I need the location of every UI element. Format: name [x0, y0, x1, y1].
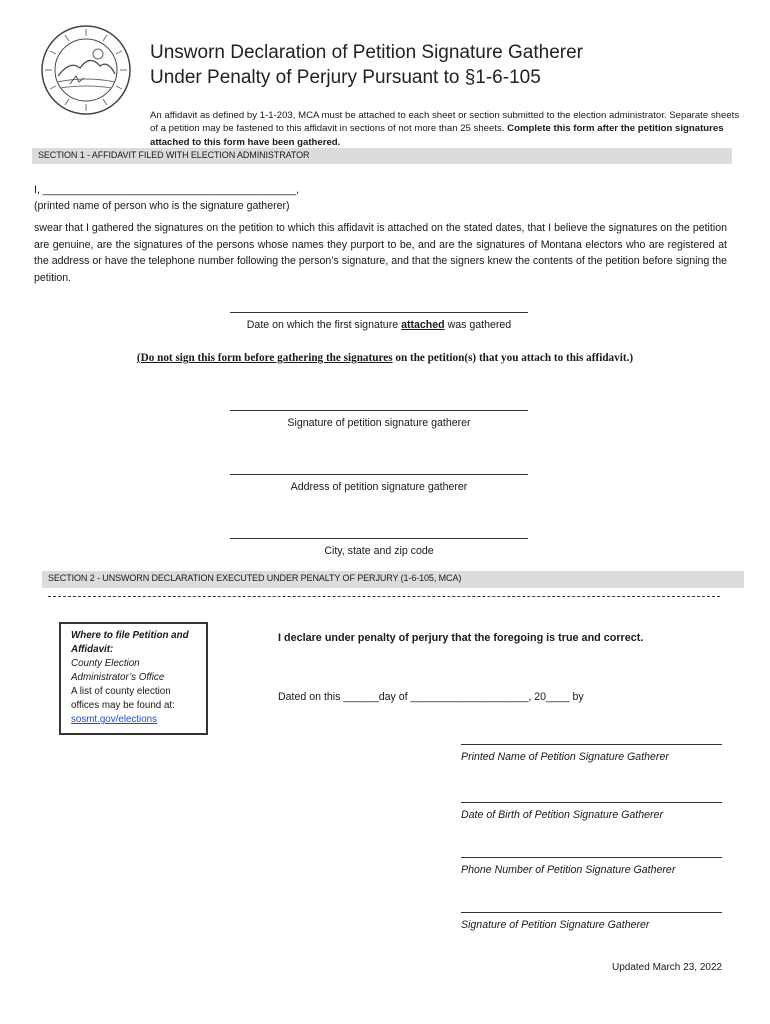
perjury-declaration: I declare under penalty of perjury that the foregoing is true and correct.: [278, 632, 644, 644]
gatherer-signature-line[interactable]: [230, 410, 528, 411]
title-line-2: Under Penalty of Perjury Pursuant to §1-6-105: [150, 67, 541, 88]
date-of-birth-block: [461, 802, 722, 821]
final-signature-caption: Signature of Petition Signature Gatherer: [461, 919, 650, 931]
final-signature-line[interactable]: [461, 912, 722, 913]
page-title: [150, 40, 583, 90]
gatherer-address-block: [230, 474, 528, 493]
warning-underlined: (Do not sign this form before gathering the signatures: [136, 352, 393, 364]
gatherer-address-line[interactable]: [230, 474, 528, 475]
section-divider: [48, 596, 720, 597]
date-of-birth-line[interactable]: [461, 802, 722, 803]
city-state-zip-line[interactable]: [230, 538, 528, 539]
printed-name-caption: (printed name of person who is the signature gatherer): [34, 200, 290, 212]
printed-name-field-caption: Printed Name of Petition Signature Gatherer: [461, 751, 669, 763]
where-to-file-heading: Where to file Petition and Affidavit:: [71, 630, 189, 655]
updated-date: Updated March 23, 2022: [612, 962, 723, 973]
phone-number-line[interactable]: [461, 857, 722, 858]
county-list-text: A list of county election offices may be found at:: [71, 686, 175, 711]
state-seal-logo: [40, 24, 132, 116]
printed-name-field-line[interactable]: [461, 744, 722, 745]
warning-rest: on the petition(s) that you attach to this affidavit.): [392, 352, 634, 364]
gatherer-signature-caption: Signature of petition signature gatherer: [287, 417, 471, 429]
city-state-zip-block: [230, 538, 528, 557]
first-signature-date-caption: [230, 319, 528, 331]
intro-bold-instruction: Complete this form after the petition signatures attached to this form have been gathered.: [150, 123, 724, 148]
final-signature-block: [461, 912, 722, 931]
phone-number-caption: Phone Number of Petition Signature Gatherer: [461, 864, 676, 876]
intro-text: An affidavit as defined by 1-1-203, MCA must be attached to each sheet or section submitted to the election administrator. Separate sheets of a petition may be fastened to this affidavit in sections of not more than 25 sheets.: [150, 110, 740, 135]
first-signature-date-block: [230, 312, 528, 331]
phone-number-block: [461, 857, 722, 876]
intro-paragraph: [150, 109, 740, 149]
section-2-header: SECTION 2 - UNSWORN DECLARATION EXECUTED UNDER PENALTY OF PERJURY (1-6-105, MCA): [42, 571, 744, 588]
where-to-file-box: [59, 622, 208, 735]
city-state-zip-caption: City, state and zip code: [324, 545, 434, 557]
gatherer-signature-block: [230, 410, 528, 429]
office-name: County Election Administrator’s Office: [71, 658, 165, 683]
date-caption-text-end: was gathered: [444, 319, 512, 331]
dated-on-line[interactable]: Dated on this ______day of ____________________, 20____ by: [278, 691, 584, 703]
printed-name-line[interactable]: [34, 182, 299, 214]
section-1-header: SECTION 1 - AFFIDAVIT FILED WITH ELECTION ADMINISTRATOR: [32, 148, 732, 164]
printed-name-block: [461, 744, 722, 763]
date-caption-text: Date on which the first signature: [246, 319, 402, 331]
title-line-1: Unsworn Declaration of Petition Signature Gatherer: [150, 42, 584, 63]
first-signature-date-line[interactable]: [230, 312, 528, 313]
date-of-birth-caption: Date of Birth of Petition Signature Gatherer: [461, 809, 663, 821]
gatherer-address-caption: Address of petition signature gatherer: [290, 481, 468, 493]
printed-name-blank[interactable]: I, ___________________________________________,: [34, 184, 300, 196]
elections-link[interactable]: sosmt.gov/elections: [71, 714, 158, 725]
attached-emphasis: attached: [401, 319, 445, 331]
oath-paragraph: swear that I gathered the signatures on the petition to which this affidavit is attached on the stated dates, that I believe the signatures on the petition are genuine, are the signatures of the persons whose names they purport to be, and are the signatures of Montana electors who are registered at the address or have the telephone number following the person’s signature, and that the signers knew the contents of the petition before signing the petition.: [34, 222, 727, 284]
do-not-sign-warning: [60, 352, 710, 364]
